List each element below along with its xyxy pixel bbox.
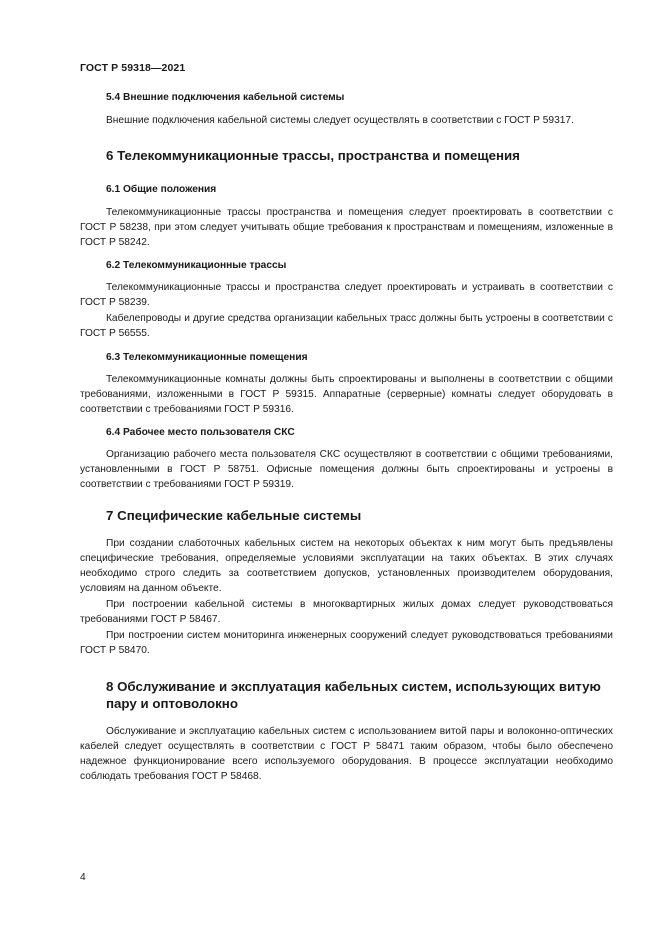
section-7-paragraph-1: При создании слаботочных кабельных систем на некоторых объектах к ним могут быть предъявлены специфические требования, определяемые условиями эксплуатации на таких объектах. В этих случаях необходимо строго следить за соответствием допусков, установленных производителем оборудования, условиям на данном объекте. — [80, 538, 613, 594]
section-7-paragraph-3: При построении систем мониторинга инженерных сооружений следует руководствоваться требованиями ГОСТ Р 58470. — [80, 630, 613, 656]
section-6-3-heading: 6.3 Телекоммуникационные помещения — [106, 352, 308, 363]
section-6-4-heading: 6.4 Рабочее место пользователя СКС — [106, 427, 295, 438]
document-code-header: ГОСТ Р 59318—2021 — [80, 62, 186, 74]
page-number: 4 — [80, 872, 86, 883]
section-5-4-paragraph: Внешние подключения кабельной системы следует осуществлять в соответствии с ГОСТ Р 59317. — [106, 115, 574, 126]
section-8-heading: 8 Обслуживание и эксплуатация кабельных систем, использующих витую пару и оптоволокно — [106, 679, 601, 711]
section-6-4-paragraph: Организацию рабочего места пользователя СКС осуществляют в соответствии с общими требованиями, установленными в ГОСТ Р 58751. Офисные помещения должны быть спроектированы и устроены в соответствии с требованиями ГОСТ Р 59319. — [80, 449, 613, 490]
section-6-2-paragraph-2: Кабелепроводы и другие средства организации кабельных трасс должны быть устроены в соответствии с ГОСТ Р 56555. — [80, 313, 613, 339]
page-body — [80, 90, 613, 784]
section-6-3-paragraph: Телекоммуникационные комнаты должны быть спроектированы и выполнены в соответствии с общими требованиями, изложенными в ГОСТ Р 59315. Аппаратные (серверные) комнаты следует оборудовать в соответствии с требованиями ГОСТ Р 59316. — [80, 374, 613, 415]
section-6-1-paragraph: Телекоммуникационные трассы пространства и помещения следует проектировать в соответствии с ГОСТ Р 58238, при этом следует учитывать общие требования к пространствам и помещениям, изложенные в ГОСТ Р 58242. — [80, 207, 613, 248]
section-7-heading: 7 Специфические кабельные системы — [106, 508, 362, 523]
section-5-4-heading: 5.4 Внешние подключения кабельной системы — [106, 92, 345, 103]
section-8-paragraph: Обслуживание и эксплуатацию кабельных систем с использованием витой пары и волоконно-оптических кабелей следует осуществлять в соответствии с ГОСТ Р 58471 таким образом, чтобы было обеспечено надежное функционирование всего используемого оборудования. В процессе эксплуатации необходимо соблюдать требования ГОСТ Р 58468. — [80, 726, 613, 782]
section-6-2-paragraph-1: Телекоммуникационные трассы и пространства следует проектировать и устраивать в соответствии с ГОСТ Р 58239. — [80, 282, 613, 308]
section-6-2-heading: 6.2 Телекоммуникационные трассы — [106, 260, 287, 271]
section-6-heading: 6 Телекоммуникационные трассы, пространства и помещения — [106, 148, 520, 163]
section-7-paragraph-2: При построении кабельной системы в многоквартирных жилых домах следует руководствоваться требованиями ГОСТ Р 58467. — [80, 599, 613, 625]
section-6-1-heading: 6.1 Общие положения — [106, 184, 217, 195]
